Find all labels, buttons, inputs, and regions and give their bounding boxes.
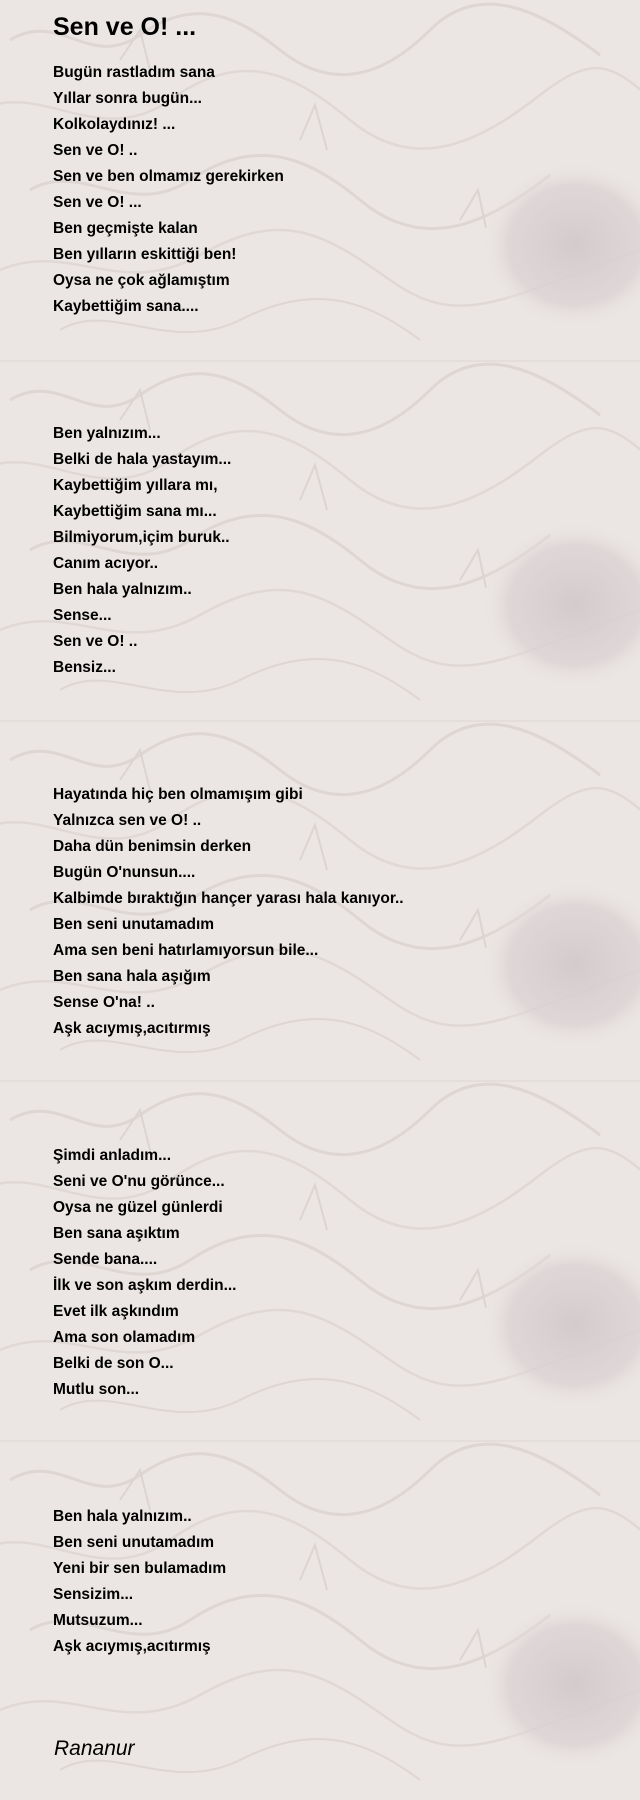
- poem-line: Bugün rastladım sana: [53, 64, 215, 81]
- poem-line: Kalbimde bıraktığın hançer yarası hala kanıyor..: [53, 890, 404, 907]
- poem-line: Ben hala yalnızım..: [53, 1508, 192, 1525]
- poem-line: Sense O'na! ..: [53, 994, 155, 1011]
- poem-line: Sende bana....: [53, 1251, 158, 1268]
- stanza: [53, 1504, 613, 1660]
- poem-line: Sen ve ben olmamız gerekirken: [53, 168, 284, 185]
- stanza: [53, 1143, 613, 1403]
- poem-line: Sensizim...: [53, 1586, 134, 1603]
- poem: [53, 10, 613, 1660]
- poem-line: Mutsuzum...: [53, 1612, 143, 1629]
- stanza: [53, 421, 613, 681]
- poem-title: Sen ve O! ...: [53, 13, 197, 41]
- poem-body: [53, 60, 613, 1660]
- poem-line: Daha dün benimsin derken: [53, 838, 252, 855]
- poem-line: Ben geçmişte kalan: [53, 220, 198, 237]
- poem-line: Kaybettiğim sana....: [53, 298, 199, 315]
- poem-line: Bugün O'nunsun....: [53, 864, 196, 881]
- poem-line: Aşk acıymış,acıtırmış: [53, 1638, 211, 1655]
- poem-line: Kaybettiğim yıllara mı,: [53, 477, 218, 494]
- poem-line: Seni ve O'nu görünce...: [53, 1173, 225, 1190]
- poem-line: Bilmiyorum,içim buruk..: [53, 529, 230, 546]
- poem-line: Evet ilk aşkındım: [53, 1303, 179, 1320]
- poem-line: Hayatında hiç ben olmamışım gibi: [53, 786, 303, 803]
- poem-line: Mutlu son...: [53, 1381, 140, 1398]
- poem-line: Belki de hala yastayım...: [53, 451, 232, 468]
- poem-line: Yıllar sonra bugün...: [53, 90, 202, 107]
- poem-line: Sense...: [53, 607, 112, 624]
- poem-line: Ben sana aşıktım: [53, 1225, 180, 1242]
- poem-line: Ben seni unutamadım: [53, 1534, 215, 1551]
- poem-line: Sen ve O! ...: [53, 194, 142, 211]
- poem-line: Ben yılların eskittiği ben!: [53, 246, 237, 263]
- poem-line: Kolkolaydınız! ...: [53, 116, 176, 133]
- poem-line: Sen ve O! ..: [53, 142, 138, 159]
- poem-line: Canım acıyor..: [53, 555, 159, 572]
- poem-line: Ben yalnızım...: [53, 425, 161, 442]
- poem-line: Bensiz...: [53, 659, 116, 676]
- poem-line: Şimdi anladım...: [53, 1147, 171, 1164]
- stanza: [53, 60, 613, 320]
- poem-line: Ben hala yalnızım..: [53, 581, 192, 598]
- poem-line: Ben seni unutamadım: [53, 916, 215, 933]
- poem-line: İlk ve son aşkım derdin...: [53, 1277, 237, 1294]
- poem-line: Belki de son O...: [53, 1355, 174, 1372]
- poem-line: Yalnızca sen ve O! ..: [53, 812, 202, 829]
- poem-line: Kaybettiğim sana mı...: [53, 503, 217, 520]
- stanza: [53, 782, 613, 1042]
- author-name: Rananur: [54, 1737, 135, 1760]
- poem-line: Aşk acıymış,acıtırmış: [53, 1020, 211, 1037]
- poem-line: Oysa ne çok ağlamıştım: [53, 272, 230, 289]
- poem-line: Yeni bir sen bulamadım: [53, 1560, 227, 1577]
- poem-line: Ben sana hala aşığım: [53, 968, 211, 985]
- poem-line: Ama son olamadım: [53, 1329, 196, 1346]
- poem-line: Oysa ne güzel günlerdi: [53, 1199, 223, 1216]
- poem-line: Sen ve O! ..: [53, 633, 138, 650]
- poem-line: Ama sen beni hatırlamıyorsun bile...: [53, 942, 319, 959]
